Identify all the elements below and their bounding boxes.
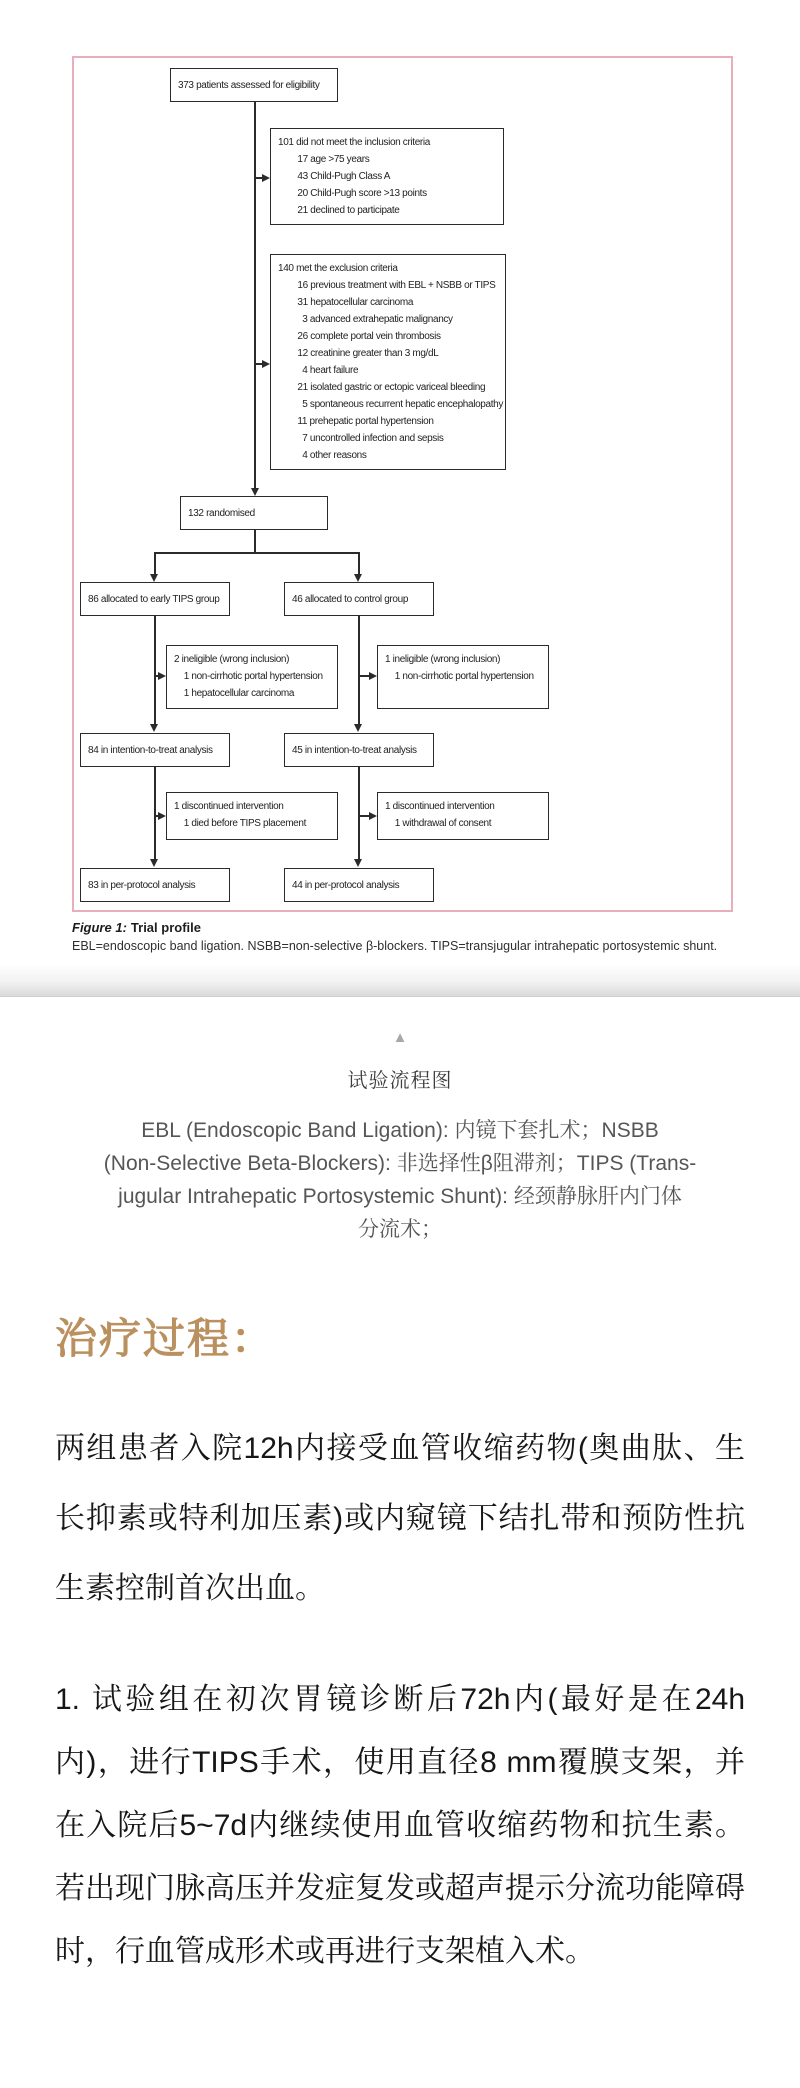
abbrev-line: EBL (Endoscopic Band Ligation): 内镜下套扎术；NSBB [141, 1119, 659, 1142]
flow-line: 3 advanced extrahepatic malignancy [278, 314, 453, 325]
paragraph-initial-treatment: 两组患者入院12h内接受血管收缩药物(奥曲肽、生长抑素或特利加压素)或内窥镜下结扎带和预防性抗生素控制首次出血。 [55, 1432, 745, 1605]
flow-line: 16 previous treatment with EBL + NSBB or TIPS [278, 280, 496, 291]
flow-line: 5 spontaneous recurrent hepatic encephalopathy [278, 399, 504, 410]
collapse-triangle-icon[interactable]: ▲ [392, 1029, 408, 1046]
flow-line: 2 ineligible (wrong inclusion) [174, 654, 290, 665]
connector-line [154, 552, 359, 554]
figure-caption [72, 920, 740, 954]
flow-line: 1 discontinued intervention [385, 801, 495, 812]
section-heading-treatment-process: 治疗过程： [55, 1317, 276, 1363]
box-ineligible-control [377, 645, 549, 709]
flow-line: 1 withdrawal of consent [385, 818, 492, 829]
box-assessed [170, 68, 338, 102]
connector-line [358, 616, 360, 724]
abbrev-line: 分流术； [358, 1218, 442, 1241]
section-divider [0, 964, 800, 997]
flow-line: 21 declined to participate [278, 205, 400, 216]
box-randomised [180, 496, 328, 530]
box-assessed-text: 373 patients assessed for eligibility [178, 79, 320, 91]
arrow-right-icon [158, 812, 166, 820]
box-not-met-criteria [270, 128, 504, 225]
figure-title-text: Trial profile [130, 920, 201, 935]
connector-line [358, 552, 360, 575]
consort-flowchart [74, 58, 731, 910]
abbreviation-translation [0, 1114, 800, 1246]
box-alloc-control [284, 582, 434, 616]
box-itt-early-text: 84 in intention-to-treat analysis [88, 744, 213, 756]
flow-line: 7 uncontrolled infection and sepsis [278, 433, 444, 444]
box-discontinued-early [166, 792, 338, 840]
abbrev-line: jugular Intrahepatic Portosystemic Shunt): 经颈静脉肝内门体 [118, 1185, 682, 1208]
box-alloc-control-text: 46 allocated to control group [292, 593, 409, 605]
flow-line: 1 hepatocellular carcinoma [174, 688, 295, 699]
arrow-right-icon [262, 174, 270, 182]
connector-line [154, 616, 156, 724]
arrow-right-icon [158, 672, 166, 680]
flow-line: 101 did not meet the inclusion criteria [278, 137, 430, 148]
arrow-down-icon [354, 574, 362, 582]
box-pp-control [284, 868, 434, 902]
figure-caption-title [72, 920, 740, 935]
arrow-down-icon [354, 859, 362, 867]
flow-line: 11 prehepatic portal hypertension [278, 416, 434, 427]
flow-line: 1 non-cirrhotic portal hypertension [174, 671, 323, 682]
connector-line [154, 552, 156, 575]
box-alloc-early-text: 86 allocated to early TIPS group [88, 593, 220, 605]
flow-line: 4 other reasons [278, 450, 367, 461]
flow-line: 20 Child-Pugh score >13 points [278, 188, 427, 199]
flow-line: 17 age >75 years [278, 154, 370, 165]
box-ineligible-early [166, 645, 338, 709]
connector-line [358, 767, 360, 859]
box-excluded [270, 254, 506, 470]
flow-line: 1 ineligible (wrong inclusion) [385, 654, 501, 665]
flow-line: 140 met the exclusion criteria [278, 263, 398, 274]
arrow-down-icon [150, 574, 158, 582]
box-itt-control [284, 733, 434, 767]
flow-line: 31 hepatocellular carcinoma [278, 297, 414, 308]
arrow-down-icon [150, 859, 158, 867]
collapse-control[interactable] [0, 1030, 800, 1045]
flow-line: 12 creatinine greater than 3 mg/dL [278, 348, 439, 359]
arrow-down-icon [354, 724, 362, 732]
box-randomised-text: 132 randomised [188, 507, 255, 519]
paragraph-tips-group-protocol: 1. 试验组在初次胃镜诊断后72h内(最好是在24h内)，进行TIPS手术，使用直径8 mm覆膜支架，并在入院后5~7d内继续使用血管收缩药物和抗生素。若出现门脉高压并发症复发或超声提示分流功能障碍时，行血管成形术或再进行支架植入术。 [55, 1683, 745, 1968]
arrow-right-icon [262, 360, 270, 368]
figure-title-chinese: 试验流程图 [347, 1070, 453, 1092]
box-pp-early [80, 868, 230, 902]
flow-line: 1 non-cirrhotic portal hypertension [385, 671, 534, 682]
flow-line: 21 isolated gastric or ectopic variceal bleeding [278, 382, 486, 393]
flow-line: 1 died before TIPS placement [174, 818, 307, 829]
abbrev-line: (Non-Selective Beta-Blockers): 非选择性β阻滞剂；TIPS (Trans- [103, 1152, 697, 1175]
figure-caption-abbreviations: EBL=endoscopic band ligation. NSBB=non-selective β-blockers. TIPS=transjugular intrahepatic portosystemic shunt. [72, 939, 718, 953]
flow-line: 4 heart failure [278, 365, 359, 376]
connector-line [254, 530, 256, 553]
connector-line [254, 102, 256, 488]
flow-line: 26 complete portal vein thrombosis [278, 331, 441, 342]
arrow-right-icon [369, 672, 377, 680]
box-discontinued-control [377, 792, 549, 840]
box-pp-early-text: 83 in per-protocol analysis [88, 879, 196, 891]
connector-line [154, 767, 156, 859]
arrow-down-icon [150, 724, 158, 732]
box-itt-early [80, 733, 230, 767]
arrow-right-icon [369, 812, 377, 820]
flow-line: 1 discontinued intervention [174, 801, 284, 812]
flow-line: 43 Child-Pugh Class A [278, 171, 391, 182]
arrow-down-icon [251, 488, 259, 496]
figure-trial-profile [72, 56, 733, 912]
box-pp-control-text: 44 in per-protocol analysis [292, 879, 400, 891]
box-alloc-early-tips [80, 582, 230, 616]
box-itt-control-text: 45 in intention-to-treat analysis [292, 744, 417, 756]
figure-number-label: Figure 1: [72, 920, 127, 935]
